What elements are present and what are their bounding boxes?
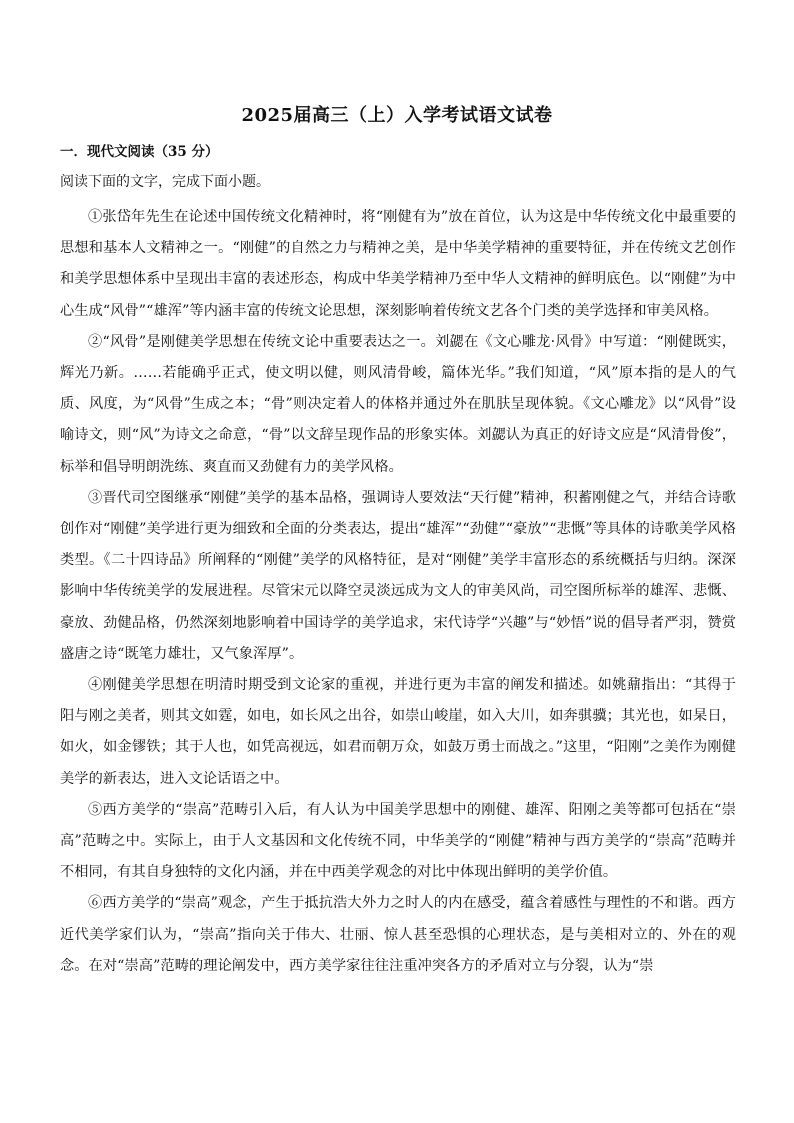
passage-paragraph-4: ④刚健美学思想在明清时期受到文论家的重视，并进行更为丰富的阐发和描述。如姚鼐指出：“其得于阳与刚之美者，则其文如霆，如电，如长风之出谷，如崇山峻崖，如入大川，如奔骐骥；其光也，如杲日，如火，如金镠铁；其于人也，如凭高视远，如君而朝万众，如鼓万勇士而战之。”这里，“阳刚”之美作为刚健美学的新表达，进入文论话语之中。 [60, 677, 736, 787]
passage-paragraph-3: ③晋代司空图继承“刚健”美学的基本品格，强调诗人要效法“天行健”精神，积蓄刚健之气，并结合诗歌创作对“刚健”美学进行更为细致和全面的分类表达，提出“雄浑”“劲健”“豪放”“悲慨”等具体的诗歌美学风格类型。《二十四诗品》所阐释的“刚健”美学的风格特征，是对“刚健”美学丰富形态的系统概括与归纳。深深影响中华传统美学的发展进程。尽管宋元以降空灵淡远成为文人的审美风尚，司空图所标举的雄浑、悲慨、豪放、劲健品格，仍然深刻地影响着中国诗学的美学追求，宋代诗学“兴趣”与“妙悟”说的倡导者严羽，赞赏盛唐之诗“既笔力雄壮，又气象浑厚”。 [60, 489, 736, 662]
section-heading: 一．现代文阅读（35 分） [60, 144, 219, 160]
passage-paragraph-2: ②“风骨”是刚健美学思想在传统文论中重要表达之一。刘勰在《文心雕龙·风骨》中写道：“刚健既实，辉光乃新。……若能确乎正式，使文明以健，则风清骨峻，篇体光华。”我们知道，“风”原本指的是人的气质、风度，为“风骨”生成之本；“骨”则决定着人的体格并通过外在肌肤呈现体貌。《文心雕龙》以“风骨”设喻诗文，则“风”为诗文之命意，“骨”以文辞呈现作品的形象实体。刘勰认为真正的好诗文应是“风清骨俊”，标举和倡导明朗洗练、爽直而又劲健有力的美学风格。 [60, 333, 736, 475]
passage-paragraph-6: ⑥西方美学的“崇高”观念，产生于抵抗浩大外力之时人的内在感受，蕴含着感性与理性的不和谐。西方近代美学家们认为，“崇高”指向关于伟大、壮丽、惊人甚至恐惧的心理状态，是与美相对立的、外在的观念。在对“崇高”范畴的理论阐发中，西方美学家往往注重冲突各方的矛盾对立与分裂，认为“崇 [60, 895, 736, 974]
exam-title: 2025届高三（上）入学考试语文试卷 [241, 105, 553, 126]
reading-passage [60, 202, 736, 982]
reading-instruction: 阅读下面的文字，完成下面小题。 [60, 174, 270, 190]
passage-paragraph-1: ①张岱年先生在论述中国传统文化精神时，将“刚健有为”放在首位，认为这是中华传统文化中最重要的思想和基本人文精神之一。“刚健”的自然之力与精神之美，是中华美学精神的重要特征，并在传统文艺创作和美学思想体系中呈现出丰富的表述形态，构成中华美学精神乃至中华人文精神的鲜明底色。以“刚健”为中心生成“风骨”“雄浑”等内涵丰富的传统文论思想，深刻影响着传统文艺各个门类的美学选择和审美风格。 [60, 209, 736, 319]
passage-paragraph-5: ⑤西方美学的“崇高”范畴引入后，有人认为中国美学思想中的刚健、雄浑、阳刚之美等都可包括在“崇高”范畴之中。实际上，由于人文基因和文化传统不同，中华美学的“刚健”精神与西方美学的“崇高”范畴并不相同，有其自身独特的文化内涵，并在中西美学观念的对比中体现出鲜明的美学价值。 [60, 801, 736, 881]
